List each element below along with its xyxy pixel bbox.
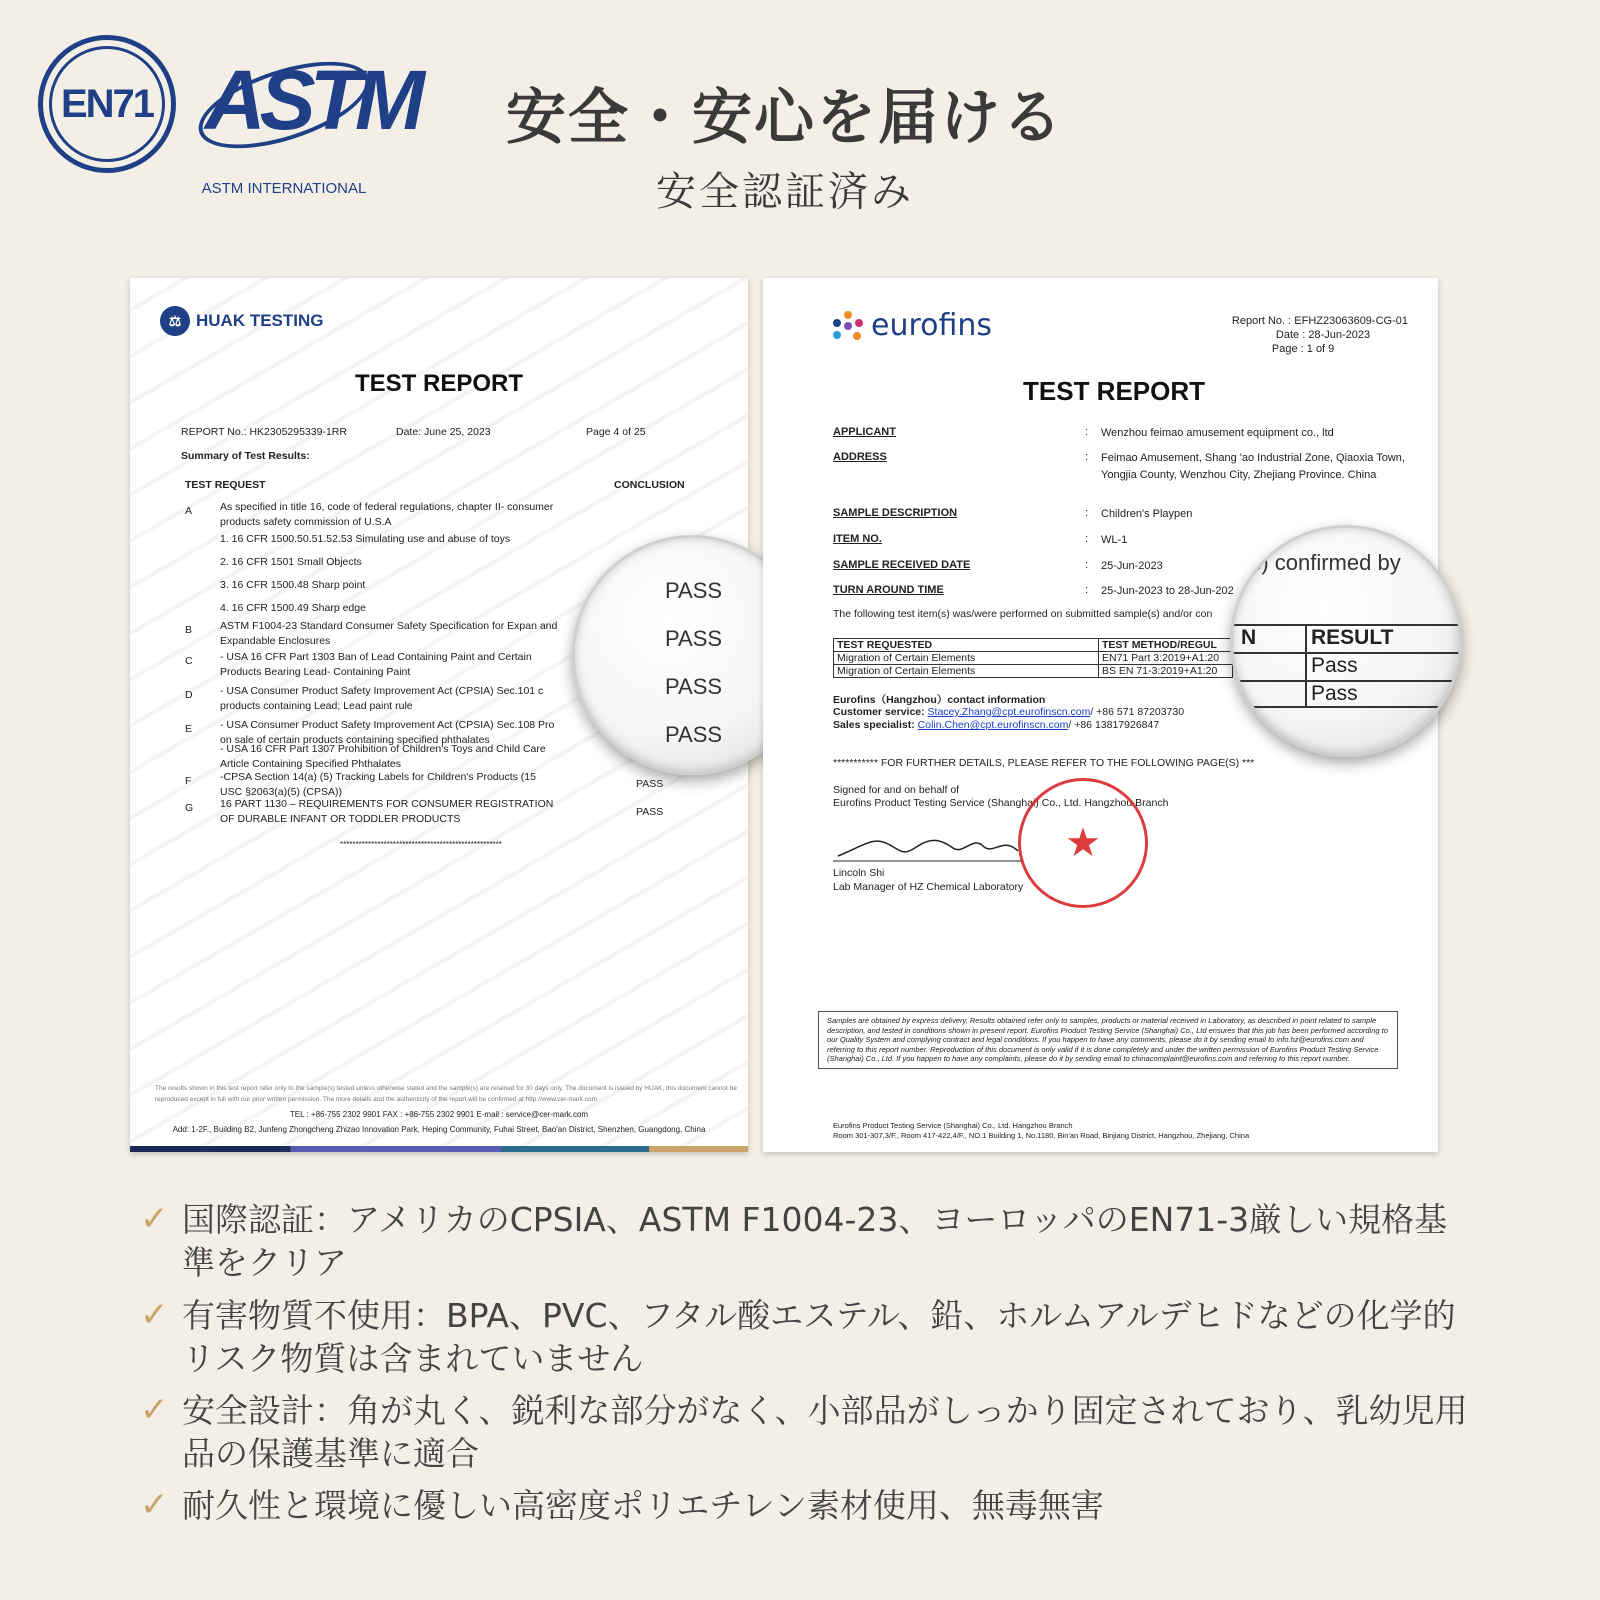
en71-logo: EN71 <box>38 35 176 173</box>
field-value: Feimao Amusement, Shang 'ao Industrial Zone, Qiaoxia Town, Yongjia County, Wenzhou City, Zhejiang Province. China <box>1101 452 1405 481</box>
field-colon: : <box>1085 584 1089 596</box>
check-icon: ✓ <box>140 1390 169 1430</box>
table-row <box>834 665 1233 678</box>
scales-icon: ⚖ <box>160 306 190 336</box>
table-row <box>834 652 1233 665</box>
mag-table-divider <box>1305 624 1307 708</box>
field-label: ITEM NO. <box>833 533 882 545</box>
magnifier-result <box>1230 525 1462 757</box>
row-letter: E <box>185 723 193 735</box>
report-title: TEST REPORT <box>355 370 524 397</box>
field-label: APPLICANT <box>833 426 896 438</box>
report-page: Page 4 of 25 <box>586 426 646 438</box>
th: TEST METHOD/REGUL <box>1099 639 1233 652</box>
row-text: 3. 16 CFR 1500.48 Sharp point <box>220 579 366 591</box>
check-icon: ✓ <box>140 1295 169 1335</box>
row-text: 2. 16 CFR 1501 Small Objects <box>220 556 362 568</box>
eurofins-logo: eurofins <box>833 308 992 343</box>
feature-item <box>140 1484 1470 1527</box>
footer-address: Add: 1-2F., Building B2, Junfeng Zhongcheng Zhizao Innovation Park, Heping Community, Fuhai Street, Bao'an District, Shenzhen, Guangdong, China <box>172 1125 706 1134</box>
field-label: SAMPLE RECEIVED DATE <box>833 559 971 571</box>
contact-title: Eurofins（Hangzhou）contact information <box>833 694 1046 706</box>
row-text: - USA Consumer Product Safety Improvement Act (CPSIA) Sec.108 Pro on sale of certain products containing specified phthalates <box>220 719 555 746</box>
feature-text: 国際認証：アメリカのCPSIA、ASTM F1004-23、ヨーロッパのEN71-3厳しい規格基準をクリア <box>182 1200 1448 1282</box>
mag-pass: PASS <box>665 578 723 603</box>
field-colon: : <box>1085 559 1089 571</box>
sales-label: Sales specialist: <box>833 719 918 731</box>
feature-text: 耐久性と環境に優しい高密度ポリエチレン素材使用、無毒無害 <box>182 1486 1104 1525</box>
mag-pass: PASS <box>665 674 723 699</box>
huak-logo: ⚖ HUAK TESTING <box>160 306 324 336</box>
conclusion-f: PASS <box>636 778 664 790</box>
field-label: SAMPLE DESCRIPTION <box>833 507 958 519</box>
signer-title: Lab Manager of HZ Chemical Laboratory <box>833 881 1024 893</box>
row-text: - USA Consumer Product Safety Improvement Act (CPSIA) Sec.101 c products containing Lead; Lead paint rule <box>220 685 544 712</box>
disclaimer-box: Samples are obtained by express delivery, Results obtained refer only to samples, products or material received in Laboratory, as described in point related to sample description, and tested in conditions shown in present report. Eurofins Product Testing Service (Shanghai) Co., Ltd ensures that this job has been performed according to our Quality System and complying contract and legal conditions. If you happen to have any comments, please do it by sending email to info.hz@eurofins.com and referring to this report number. Reproduction of this document is only valid if it is done completely and under the written permission of Eurofins Product Testing Service (Shanghai) Co., Ltd. If you happen to have any complaints, please do it by sending email to chinacomplaint@eurofins.com and referring to this report number. <box>818 1011 1398 1069</box>
field-value: 25-Jun-2023 <box>1101 560 1163 572</box>
feature-text: 安全設計：角が丸く、鋭利な部分がなく、小部品がしっかり固定されており、乳幼児用品の保護基準に適合 <box>182 1391 1468 1473</box>
th: TEST REQUESTED <box>834 639 1099 652</box>
mag-pass: PASS <box>665 722 723 747</box>
red-seal-stamp <box>1018 778 1148 908</box>
end-line: **************************************************** <box>340 840 502 849</box>
row-text: As specified in title 16, code of federal regulations, chapter II- consumer products safety commission of U.S.A <box>220 501 554 528</box>
report-number: REPORT No.: HK2305295339-1RR <box>181 426 347 438</box>
check-icon: ✓ <box>140 1199 169 1239</box>
field-colon: : <box>1085 533 1089 545</box>
row-letter: G <box>185 802 194 814</box>
company-name: Eurofins Product Testing Service (Shanghai) Co., Ltd. Hangzhou Branch <box>833 797 1169 809</box>
signed-label: Signed for and on behalf of <box>833 784 960 796</box>
row-letter: F <box>185 775 192 787</box>
summary-heading: Summary of Test Results: <box>181 450 310 462</box>
field-value: Wenzhou feimao amusement equipment co., ltd <box>1101 427 1334 439</box>
field-value: 25-Jun-2023 to 28-Jun-202 <box>1101 585 1234 597</box>
cell: Migration of Certain Elements <box>834 665 1099 678</box>
mag-pass: Pass <box>1311 682 1358 705</box>
cell: BS EN 71-3:2019+A1:20 <box>1099 665 1233 678</box>
row-text: -CPSA Section 14(a) (5) Tracking Labels for Children's Products (15 USC §2063(a)(5) (CPSA)) <box>220 771 536 798</box>
field-label: ADDRESS <box>833 451 887 463</box>
footer-color-bar <box>130 1146 748 1152</box>
footer-contact: TEL : +86-755 2302 9901 FAX : +86-755 2302 9901 E-mail : service@cer-mark.com <box>289 1110 589 1119</box>
astm-logo: ASTM ASTM INTERNATIONAL <box>195 30 373 200</box>
signature-icon <box>833 816 1033 866</box>
performed-note: The following test item(s) was/were performed on submitted sample(s) and/or con <box>833 608 1213 620</box>
page-title: 安全・安心を届ける <box>506 83 1064 153</box>
row-letter: B <box>185 624 193 636</box>
footer-note: The results shown in this test report refer only to the sample(s) tested unless otherwise stated and the sample(s) are retained for 30 days only. The document is issued by HUAK, this document cannot be reproduced except in full with our prior written permission. The more details and the authenticity of the report will be confirmed at http://www.cer-mark.com <box>155 1085 737 1103</box>
mag-result-header: RESULT <box>1311 626 1394 649</box>
mag-col: N <box>1241 626 1257 649</box>
feature-item <box>140 1198 1470 1284</box>
sales-phone: / +86 13817926847 <box>1068 719 1160 731</box>
field-colon: : <box>1085 426 1089 438</box>
customer-phone: / +86 571 87203730 <box>1090 706 1185 718</box>
row-letter: D <box>185 689 193 701</box>
row-text: - USA 16 CFR Part 1303 Ban of Lead Containing Paint and Certain Products Bearing Lead- Containing Paint <box>220 651 532 678</box>
sales-email-link[interactable]: Colin.Chen@cpt.eurofinscn.com <box>917 719 1069 731</box>
feature-item <box>140 1389 1470 1475</box>
col-conclusion: CONCLUSION <box>614 479 685 491</box>
field-value: Children's Playpen <box>1101 508 1193 520</box>
further-details: *********** FOR FURTHER DETAILS, PLEASE REFER TO THE FOLLOWING PAGE(S) *** <box>833 757 1255 769</box>
report-date: Date: June 25, 2023 <box>396 426 491 438</box>
star-icon: ★ <box>1065 821 1101 865</box>
mag-pass: PASS <box>665 626 723 651</box>
row-text: - USA 16 CFR Part 1307 Prohibition of Children's Toys and Child Care Article Containing Specified Phthalates <box>220 743 546 770</box>
eurofins-dots-icon <box>833 311 863 341</box>
customer-email-link[interactable]: Stacey.Zhang@cpt.eurofinscn.com <box>927 706 1091 718</box>
customer-label: Customer service: <box>833 706 928 718</box>
field-value: WL-1 <box>1101 534 1128 546</box>
row-text: 16 PART 1130 – REQUIREMENTS FOR CONSUMER REGISTRATION OF DURABLE INFANT OR TODDLER PRODUCTS <box>220 798 554 825</box>
conclusion-g: PASS <box>636 806 664 818</box>
report-title: TEST REPORT <box>1023 376 1206 406</box>
field-colon: : <box>1085 507 1089 519</box>
cell: EN71 Part 3:2019+A1:20 <box>1099 652 1233 665</box>
report-meta: Report No. : EFHZ23063609-CG-01 Date : 28-Jun-2023 Page : 1 of 9 <box>1231 315 1408 355</box>
row-text: 1. 16 CFR 1500.50.51.52.53 Simulating use and abuse of toys <box>220 533 511 545</box>
row-letter: A <box>185 505 193 517</box>
page-subtitle: 安全認証済み <box>656 169 914 215</box>
row-letter: C <box>185 655 193 667</box>
field-label: TURN AROUND TIME <box>833 584 944 596</box>
footer-address: Room 301-307,3/F., Room 417-422,4/F., NO.1 Building 1, No.1180, Bin'an Road, Binjiang District, Hangzhou, Zhejiang, China <box>833 1131 1250 1140</box>
feature-text: 有害物質不使用：BPA、PVC、フタル酸エステル、鉛、ホルムアルデヒドなどの化学的リスク物質は含まれていません <box>182 1296 1456 1378</box>
signer-name: Lincoln Shi <box>833 867 885 879</box>
col-test-request: TEST REQUEST <box>185 479 266 491</box>
field-colon: : <box>1085 451 1089 463</box>
mag-confirmed: (s) confirmed by <box>1243 550 1401 575</box>
row-text: 4. 16 CFR 1500.49 Sharp edge <box>220 602 366 614</box>
check-icon: ✓ <box>140 1485 169 1525</box>
footer-company: Eurofins Product Testing Service (Shanghai) Co., Ltd. Hangzhou Branch <box>833 1121 1073 1130</box>
feature-item <box>140 1294 1470 1380</box>
row-text: ASTM F1004-23 Standard Consumer Safety Specification for Expan and Expandable Enclosures <box>220 620 558 647</box>
cell: Migration of Certain Elements <box>834 652 1099 665</box>
mag-pass: Pass <box>1311 654 1358 677</box>
test-table <box>833 638 1233 678</box>
